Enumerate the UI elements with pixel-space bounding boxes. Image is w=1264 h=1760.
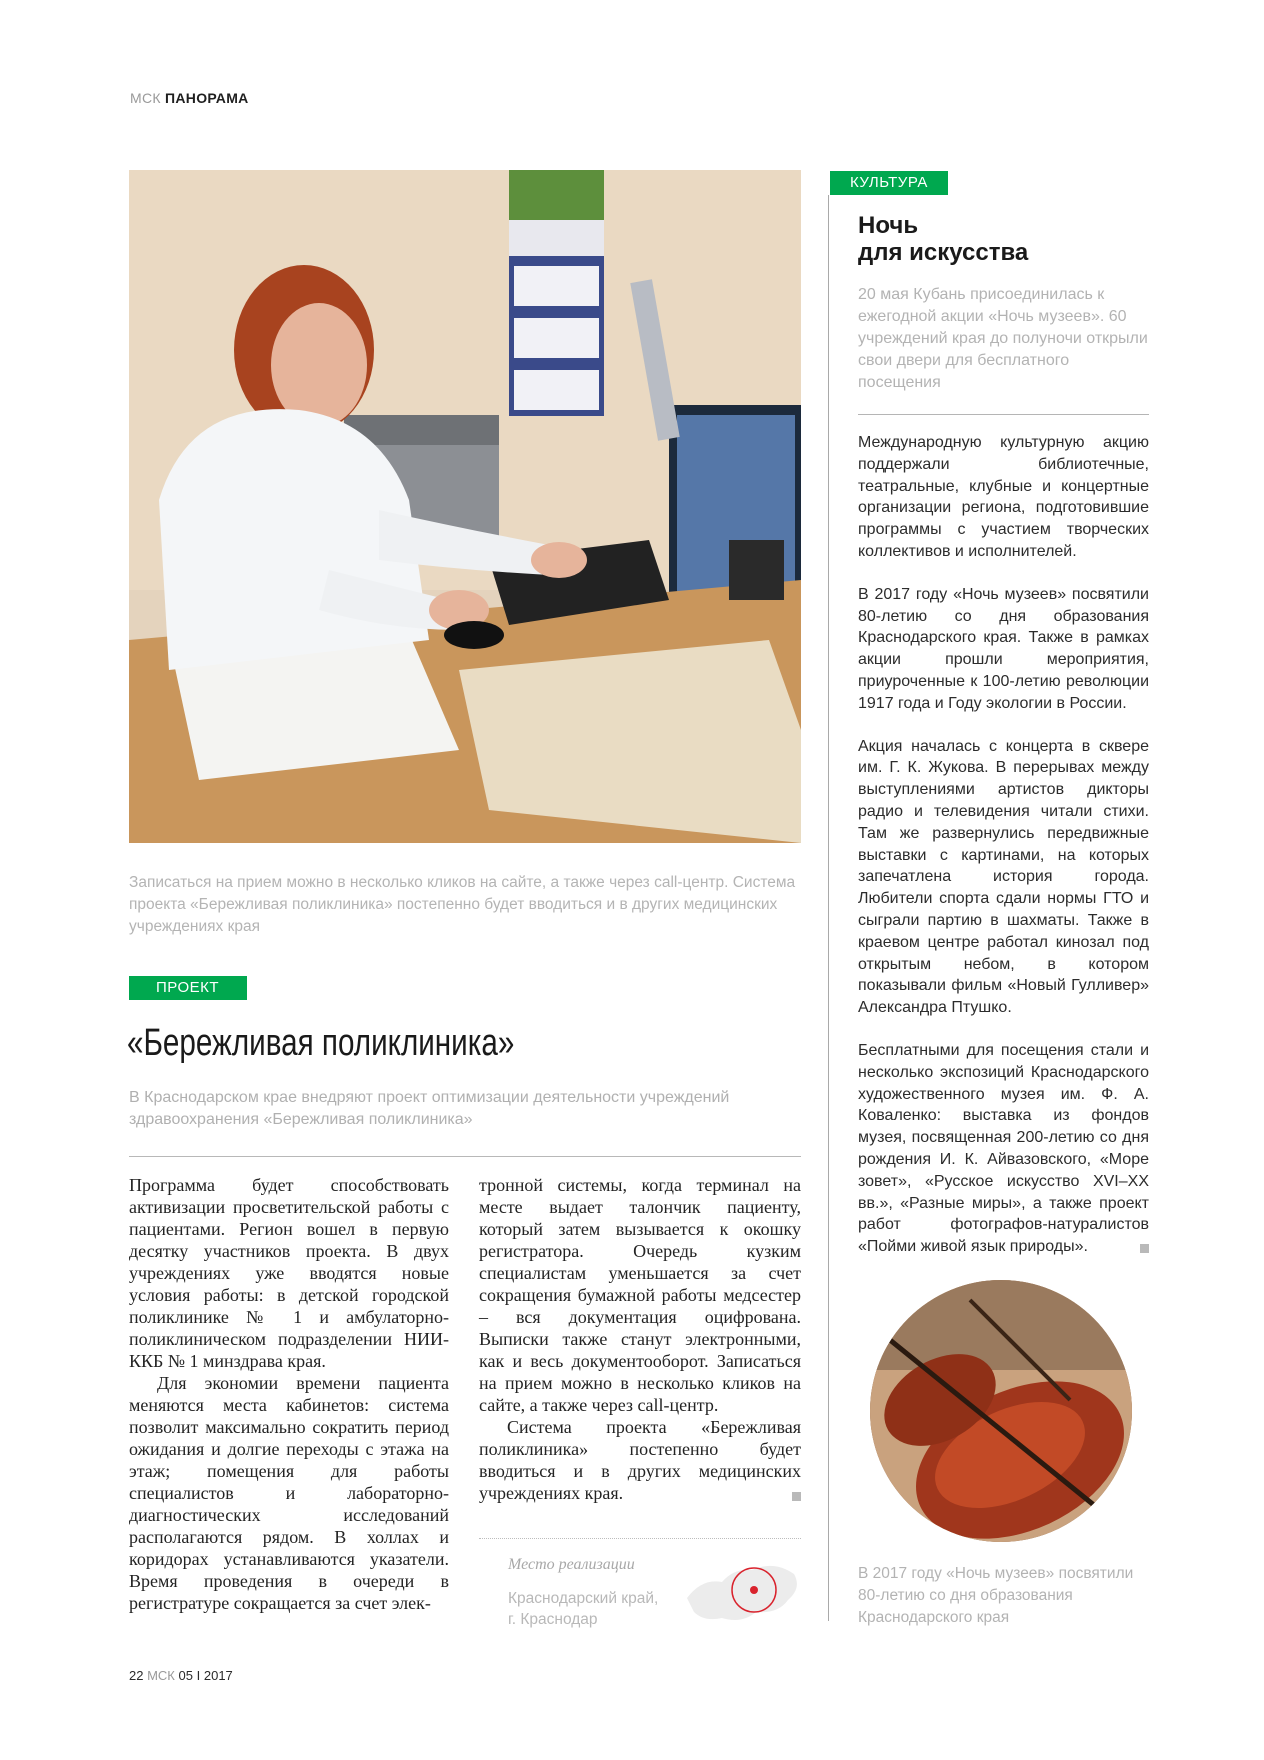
- location-city: г. Краснодар: [508, 1611, 598, 1628]
- sidebar-paragraph: [858, 1040, 1149, 1258]
- magazine-name: МСК: [130, 90, 161, 106]
- tag-project: ПРОЕКТ: [129, 976, 247, 1000]
- sidebar-lead-divider: [858, 414, 1149, 415]
- footer-year: 2017: [203, 1668, 233, 1683]
- end-square-icon: [1140, 1244, 1149, 1253]
- footer-separator: I: [196, 1668, 201, 1683]
- article-paragraph: [479, 1416, 801, 1504]
- sidebar-title-line: для искусства: [858, 239, 1029, 266]
- article-paragraph: Для экономии времени пациента меняются места кабинетов: система позволит максимально сократить период ожидания и долгие переходы с этажа на этаж; помещения для работы специалистов и лабораторно-диагностических исследований располагаются рядом. В холлах и коридорах устанавливаются указатели. Время проведения в очереди в регистратуре сокращается за счет элек-: [129, 1373, 449, 1613]
- tag-culture: КУЛЬТУРА: [830, 171, 948, 195]
- sidebar-paragraph: Акция началась с концерта в сквере им. Г. К. Жукова. В перерывах между выступлениями артистов дикторы радио и телевидения читали стихи. Там же развернулись передвижные выставки с картинами, на которых запечатлена история города. Любители спорта сдали нормы ГТО и сыграли партию в шахматы. Также в краевом центре работал кинозал под открытым небом, в котором показывали фильм «Новый Гулливер» Александра Птушко.: [858, 737, 1149, 1017]
- clinic-photo-illustration: [129, 170, 801, 843]
- article-paragraph: тронной системы, когда терминал на месте выдает талончик пациенту, который затем вызывается к окошку регистратора. Очередь кузким специалистам уменьшается за счет сокращения бумажной работы медсестер – вся документация оцифрована. Выписки также станут электронными, как и весь документооборот. Записаться на прием можно в несколько кликов на сайте, а также через call-центр.: [479, 1175, 801, 1415]
- article-paragraph: Программа будет способствовать активизации просветительской работы с пациентами. Регион вошел в первую десятку участников проекта. В двух учреждениях уже вводятся новые условия работы: в детской городской поликлинике № 1 и амбулаторно-поликлиническом подразделении НИИ-ККБ № 1 минздрава края.: [129, 1175, 449, 1371]
- location-region: Краснодарский край,: [508, 1590, 659, 1607]
- article-lead: В Краснодарском крае внедряют проект оптимизации деятельности учреждений здравоохранения «Бережливая поликлиника»: [129, 1089, 730, 1128]
- krasnodar-map-icon: [682, 1548, 806, 1630]
- footer-magazine: МСК: [147, 1668, 175, 1683]
- article-divider: [129, 1156, 801, 1157]
- article-title: «Бережливая поликлиника»: [127, 1022, 515, 1064]
- sidebar-title-line: Ночь: [858, 212, 919, 239]
- location-label: Место реализации: [508, 1556, 635, 1573]
- article-paragraph-text: Система проекта «Бережливая поликлиника» постепенно будет вводиться и в других медицинских учреждениях края.: [479, 1417, 801, 1503]
- end-square-icon: [792, 1492, 801, 1501]
- location-value: [508, 1588, 688, 1630]
- violins-illustration: [870, 1280, 1132, 1542]
- magazine-header: [130, 90, 249, 106]
- sidebar-paragraph: Международную культурную акцию поддержали библиотечные, театральные, клубные и концертные организации региона, подготовившие программы с участием творческих коллективов и исполнителей.: [858, 434, 1149, 560]
- violins-photo: [870, 1280, 1132, 1542]
- sidebar-divider: [828, 195, 829, 1621]
- location-divider: [479, 1538, 801, 1539]
- article-column-2: [479, 1174, 801, 1504]
- article-column-1: [129, 1174, 449, 1614]
- photo-caption: Записаться на прием можно в несколько кликов на сайте, а также через call-центр. Система проекта «Бережливая поликлиника» постепенно будет вводиться и в других медицинских учреждениях края: [129, 874, 796, 935]
- sidebar-paragraph-text: Бесплатными для посещения стали и несколько экспозиций Краснодарского художественного музея им. Ф. А. Коваленко: выставка из фондов музея, посвященная 200-летию со дня рождения И. К. Айвазовского, «Море зовет», «Русское искусство XVI–XX вв.», «Разные миры», а также проект работ фотографов-натуралистов «Пойми живой язык природы».: [858, 1041, 1149, 1256]
- page-number: 22: [129, 1668, 144, 1683]
- sidebar-paragraph: В 2017 году «Ночь музеев» посвятили 80-летию со дня образования Краснодарского края. Также в рамках акции прошли мероприятия, приуроченные к 100-летию революции 1917 года и Году экологии в России.: [858, 585, 1149, 712]
- page-footer: [129, 1668, 233, 1683]
- sidebar-title: [858, 212, 1028, 266]
- sidebar-photo-caption: В 2017 году «Ночь музеев» посвятили 80-летию со дня образования Краснодарского края: [858, 1565, 1134, 1626]
- sidebar-body: [858, 432, 1149, 1279]
- sidebar-lead: 20 мая Кубань присоединилась к ежегодной акции «Ночь музеев». 60 учреждений края до полуночи открыли свои двери для бесплатного посещения: [858, 286, 1148, 391]
- footer-issue: 05: [178, 1668, 193, 1683]
- section-name: ПАНОРАМА: [165, 90, 249, 106]
- clinic-photo: [129, 170, 801, 843]
